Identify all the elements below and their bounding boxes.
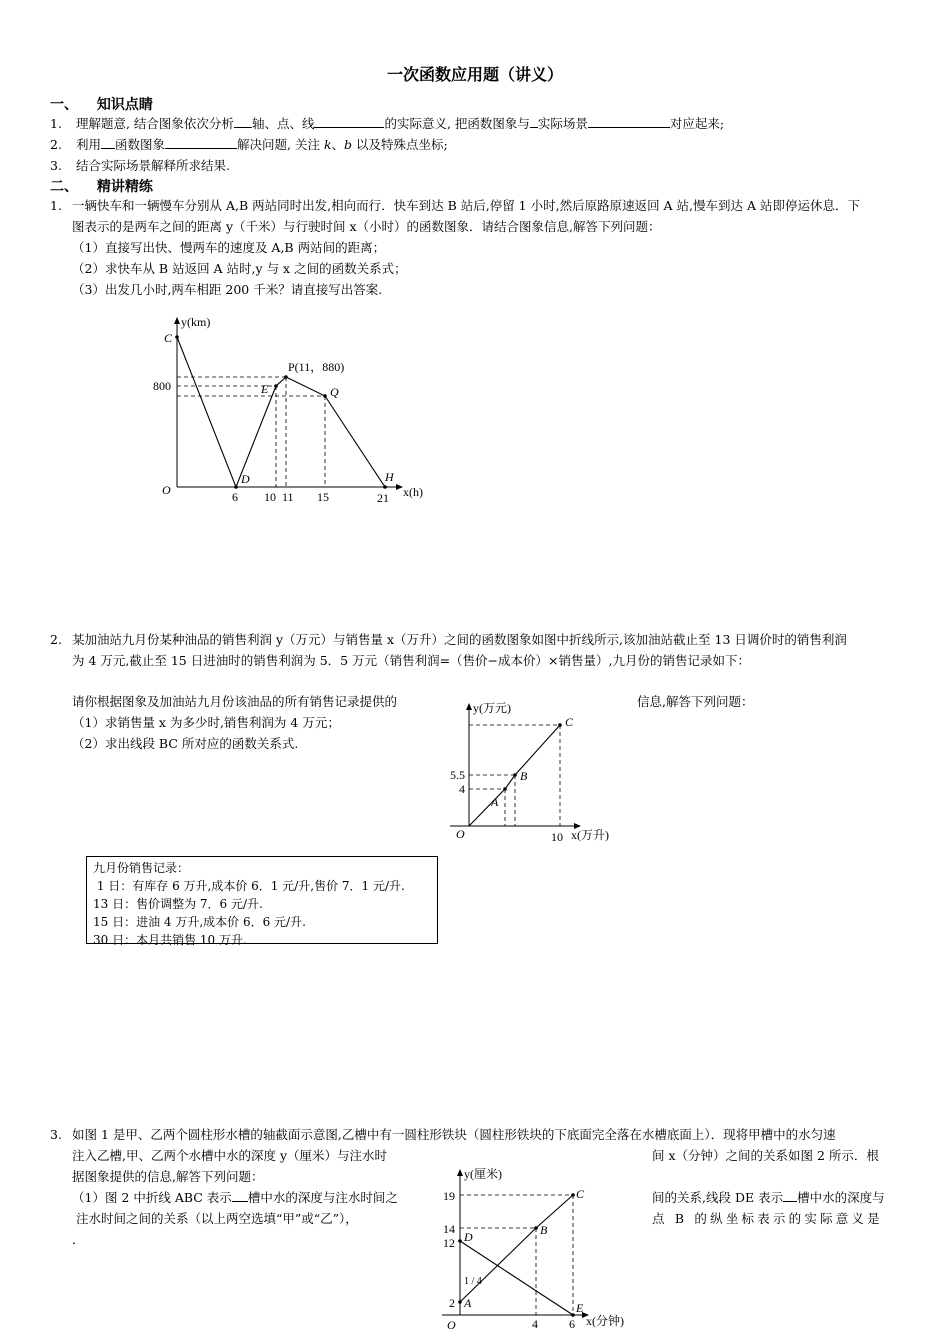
problem-3-line-4b [652,1188,885,1208]
item-text: 函数图象 [115,137,166,152]
point-Q-label: Q [330,385,339,399]
small-mark: 1 / 4 [464,1276,482,1287]
point-H-label: H [385,470,394,484]
item-text: 结合实际场景解释所求结果. [75,158,230,173]
x-tick-21: 21 [377,491,389,505]
section-2-number: 二、 [50,179,78,195]
problem-number: 3. [50,1127,62,1142]
y-tick-800: 800 [153,379,171,393]
item-text: 的实际意义, 把函数图象与 [384,116,530,131]
sales-records-box [86,856,438,947]
fill-blank [165,136,237,149]
item-text: 利用 [75,137,101,152]
y-axis-label: y(厘米) [464,1167,502,1181]
problem-3-line-2a: 注入乙槽,甲、乙两个水槽中水的深度 y（厘米）与注水时 [72,1148,388,1163]
item-text: 对应起来; [669,116,725,131]
distance-polyline [177,337,385,487]
knowledge-item-1 [50,114,724,134]
problem-1-question-2: （2）求快车从 B 站返回 A 站时,y 与 x 之间的函数关系式； [72,261,407,276]
x-axis-label: x(分钟) [586,1314,624,1328]
page-title: 一次函数应用题（讲义） [386,65,563,84]
y-tick-12: 12 [443,1236,455,1250]
problem-3-line-1 [50,1125,836,1145]
x-tick-10: 10 [551,830,563,844]
section-2-title: 精讲精练 [96,179,153,195]
problem-2-line-3b: 信息,解答下列问题： [637,694,754,709]
graph-3-points [458,1193,575,1317]
origin-label: O [447,1318,456,1332]
point-D-label: D [464,1230,473,1244]
point-A-label: A [464,1296,472,1310]
origin-label: O [162,483,171,497]
item-text: k [323,137,332,152]
problem-1-question-3: （3）出发几小时,两车相距 200 千米？请直接写出答案. [72,282,383,297]
graph-1 [150,310,440,510]
x-tick-10: 10 [264,490,276,504]
item-text: 轴、点、线 [251,116,315,131]
records-title: 九月份销售记录： [93,861,190,875]
point-E-label: E [261,382,269,396]
section-1-title: 知识点睛 [96,97,153,113]
x-axis-label: x(万升) [571,828,609,842]
problem-2-line-1 [50,630,847,650]
problem-3-line-5a: 注水时间之间的关系（以上两空选填“甲”或“乙”）， [76,1211,358,1226]
point-D-label: D [241,472,250,486]
x-tick-15: 15 [317,490,329,504]
problem-text: 槽中水的深度与注水时间之 [247,1190,398,1205]
problem-3-line-2b: 间 x（分钟）之间的关系如图 2 所示．根 [652,1148,879,1163]
y-axis-label: y(km) [181,315,211,329]
x-tick-11: 11 [282,490,294,504]
record-1: 1 日：有库存 6 万升,成本价 6．1 元/升,售价 7．1 元/升. [93,879,405,893]
problem-2-question-1: （1）求销售量 x 为多少时,销售利润为 4 万元； [72,715,340,730]
problem-text: 一辆快车和一辆慢车分别从 A,B 两站同时出发,相向而行．快车到达 B 站后,停留 1 小时,然后原路原速返回 A 站,慢车到达 A 站即停运休息．下 [72,198,861,213]
graph-3 [430,1162,640,1342]
point-C-label: C [576,1187,585,1201]
point-A-label: A [491,795,499,809]
problem-3-line-6: ． [72,1232,85,1247]
x-tick-6: 6 [569,1317,575,1331]
record-15: 15 日：进油 4 万升,成本价 6．6 元/升. [93,915,306,929]
x-tick-6: 6 [232,490,238,504]
problem-text: 如图 1 是甲、乙两个圆柱形水槽的轴截面示意图,乙槽中有一圆柱形铁块（圆柱形铁块的下底面完全落在水槽底面上）．现将甲槽中的水匀速 [72,1127,836,1142]
problem-1-line-1 [50,196,860,216]
fill-blank [588,115,670,128]
item-number: 2. [50,137,62,152]
point-B-label: B [520,769,528,783]
fill-blank [234,115,252,128]
problem-2-line-3a: 请你根据图象及加油站九月份该油品的所有销售记录提供的 [72,694,398,709]
record-30: 30 日：本月共销售 10 万升. [93,933,247,947]
x-axis-label: x(h) [403,485,423,499]
point-P-label: P(11，880) [288,360,345,374]
problem-3-line-5b: 点 B 的纵坐标表示的实际意义是 [652,1211,883,1226]
y-tick-4: 4 [459,782,465,796]
item-text: b [344,137,353,152]
y-tick-5.5: 5.5 [450,768,465,782]
item-number: 1. [50,116,62,131]
fill-blank [783,1189,797,1202]
x-tick-4: 4 [532,1317,538,1331]
problem-text: 间的关系,线段 DE 表示 [652,1190,784,1205]
item-number: 3. [50,158,62,173]
item-text: 解决问题, 关注 [237,137,320,152]
point-C-label: C [565,715,574,729]
section-1-number: 一、 [50,97,78,113]
problem-text: （1）图 2 中折线 ABC 表示 [72,1190,232,1205]
item-text: 理解题意, 结合图象依次分析 [75,116,234,131]
problem-text: 某加油站九月份某种油品的销售利润 y（万元）与销售量 x（万升）之间的函数图象如图中折线所示,该加油站截止至 13 日调价时的销售利润 [72,632,847,647]
fill-blank [101,136,115,149]
point-C-label: C [164,331,173,345]
fill-blank [314,115,384,128]
problem-text: 槽中水的深度与 [797,1190,885,1205]
fill-blank [530,115,538,128]
problem-2-question-2: （2）求出线段 BC 所对应的函数关系式. [72,736,299,751]
item-text: 以及特殊点坐标; [356,137,448,152]
problem-number: 2. [50,632,62,647]
section-2-heading [50,176,153,196]
y-axis-label: y(万元) [473,701,511,715]
section-1-heading [50,94,153,114]
knowledge-item-3 [50,156,230,176]
graph-2 [440,695,630,850]
point-B-label: B [540,1223,548,1237]
record-13: 13 日：售价调整为 7．6 元/升. [93,897,263,911]
guide-lines [460,1195,573,1315]
knowledge-item-2 [50,135,448,155]
problem-1-question-1: （1）直接写出快、慢两车的速度及 A,B 两站间的距离； [72,240,386,255]
problem-number: 1. [50,198,62,213]
origin-label: O [456,827,465,841]
y-tick-19: 19 [443,1189,455,1203]
problem-2-line-2: 为 4 万元,截止至 15 日进油时的销售利润为 5．5 万元（销售利润=（售价−成本价）×销售量）,九月份的销售记录如下： [72,653,750,668]
y-tick-14: 14 [443,1222,455,1236]
problem-1-line-2: 图表示的是两车之间的距离 y（千米）与行驶时间 x（小时）的函数图象．请结合图象信息,解答下列问题： [72,219,661,234]
problem-3-line-4a [72,1188,398,1208]
y-tick-2: 2 [449,1296,455,1310]
item-text: 实际场景 [537,116,588,131]
problem-3-line-3: 据图象提供的信息,解答下列问题： [72,1169,264,1184]
point-E-label: E [576,1301,584,1315]
fill-blank [232,1189,248,1202]
item-text: 、 [331,137,345,152]
